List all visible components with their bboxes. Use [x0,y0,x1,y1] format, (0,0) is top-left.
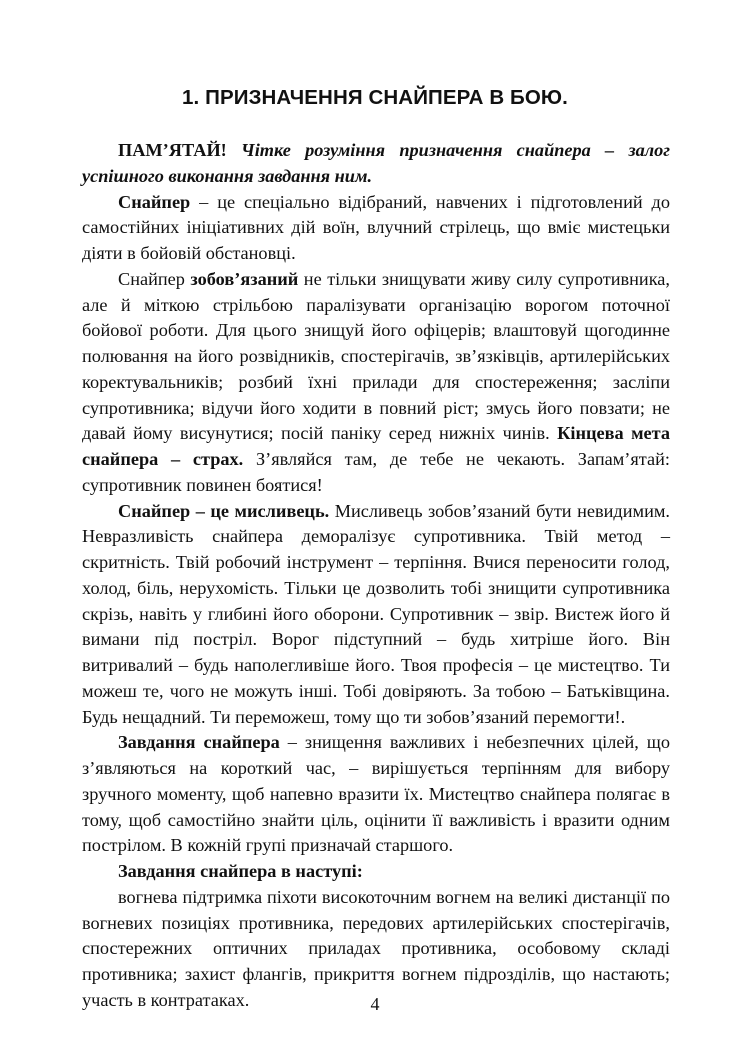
sniper-hunter-lead: Снайпер – це мисливець. [118,500,330,521]
offensive-tasks-text: вогнева підтримка піхоти високоточним вогнем на великі дистанції по вогневих позиціях противника, передових артилерійських спостерігачів, спостережних оптичних приладах противника, особовому складі противника; захист флангів, прикриття вогнем підрозділів, що настають; участь в контратаках. [82,886,670,1010]
offensive-task-heading: Завдання снайпера в наступі: [118,861,363,881]
sniper-hunter-text: Мисливець зобов’язаний бути невидимим. Невразливість снайпера деморалізує супротивника. Твій метод – скритність. Твій робочий інструмент – терпіння. Вчися переносити голод, холод, біль, нерухомість. Тільки це дозволить тобі знищити супротивника скрізь, навіть у глибині його оборони. Супротивник – звір. Вистеж його й вимани під постріл. Ворог підступний – будь хитріше його. Він витривалий – будь наполегливіше його. Твоя професія – це мистецтво. Ти можеш те, чого не можуть інші. Тобі довіряють. За тобою – Батьківщина. Будь нещадний. Ти переможеш, тому що ти зобов’язаний перемогти!. [82,500,670,727]
remember-emphasis: Чітке розуміння призначення снайпера – залог успішного виконання завдання ним. [82,140,670,186]
sniper-definition-text: – це спеціально відібраний, навчених і підготовлений до самостійних ініціативних дій воїн, влучний стрілець, що вміє мистецьки діяти в бойовій обстановці. [82,191,670,263]
sniper-duties-text-3: З’являйся там, де тебе не чекають. Запам’ятай: супротивник повинен боятися! [82,449,670,495]
page-number: 4 [370,994,380,1014]
sniper-task-lead: Завдання снайпера [118,732,280,753]
paragraph-offensive-heading [82,859,670,885]
document-body [82,138,670,1014]
section-heading: 1. ПРИЗНАЧЕННЯ СНАЙПЕРА В БОЮ. [182,86,568,109]
sniper-duties-text-1: Снайпер [118,268,191,289]
sniper-definition-lead: Снайпер [118,191,191,212]
paragraph-sniper-duties [82,267,670,499]
sniper-duties-bold-goal: Кінцева мета снайпера – страх. [82,423,671,469]
paragraph-sniper-definition [82,190,670,267]
sniper-task-text: – знищення важливих і небезпечних цілей, що з’являються на короткий час, – вирішується терпінням для вибору зручного моменту, щоб напевно вразити їх. Мистецтво снайпера полягає в тому, щоб самостійно знайти ціль, оцінити її важливість і вразити одним пострілом. В кожній групі призначай старшого. [82,732,670,856]
remember-lead: ПАМ’ЯТАЙ! [118,140,227,160]
paragraph-sniper-hunter [82,499,670,731]
paragraph-sniper-task [82,730,670,859]
sniper-duties-text-2: не тільки знищувати живу силу супротивника, але й міткою стрільбою паралізувати організацію ворогом поточної бойової роботи. Для цього знищуй його офіцерів; влаштовуй щогодинне полювання на його розвідників, спостерігачів, зв’язківців, артилерійських коректувальників; розбий їхні прилади для спостереження; засліпи супротивника; відучи його ходити в повний ріст; змусь його повзати; не давай йому висунутися; посій паніку серед нижніх чинів. [82,268,670,444]
paragraph-remember [82,138,670,190]
sniper-duties-bold-obliged: зобов’язаний [190,268,299,289]
